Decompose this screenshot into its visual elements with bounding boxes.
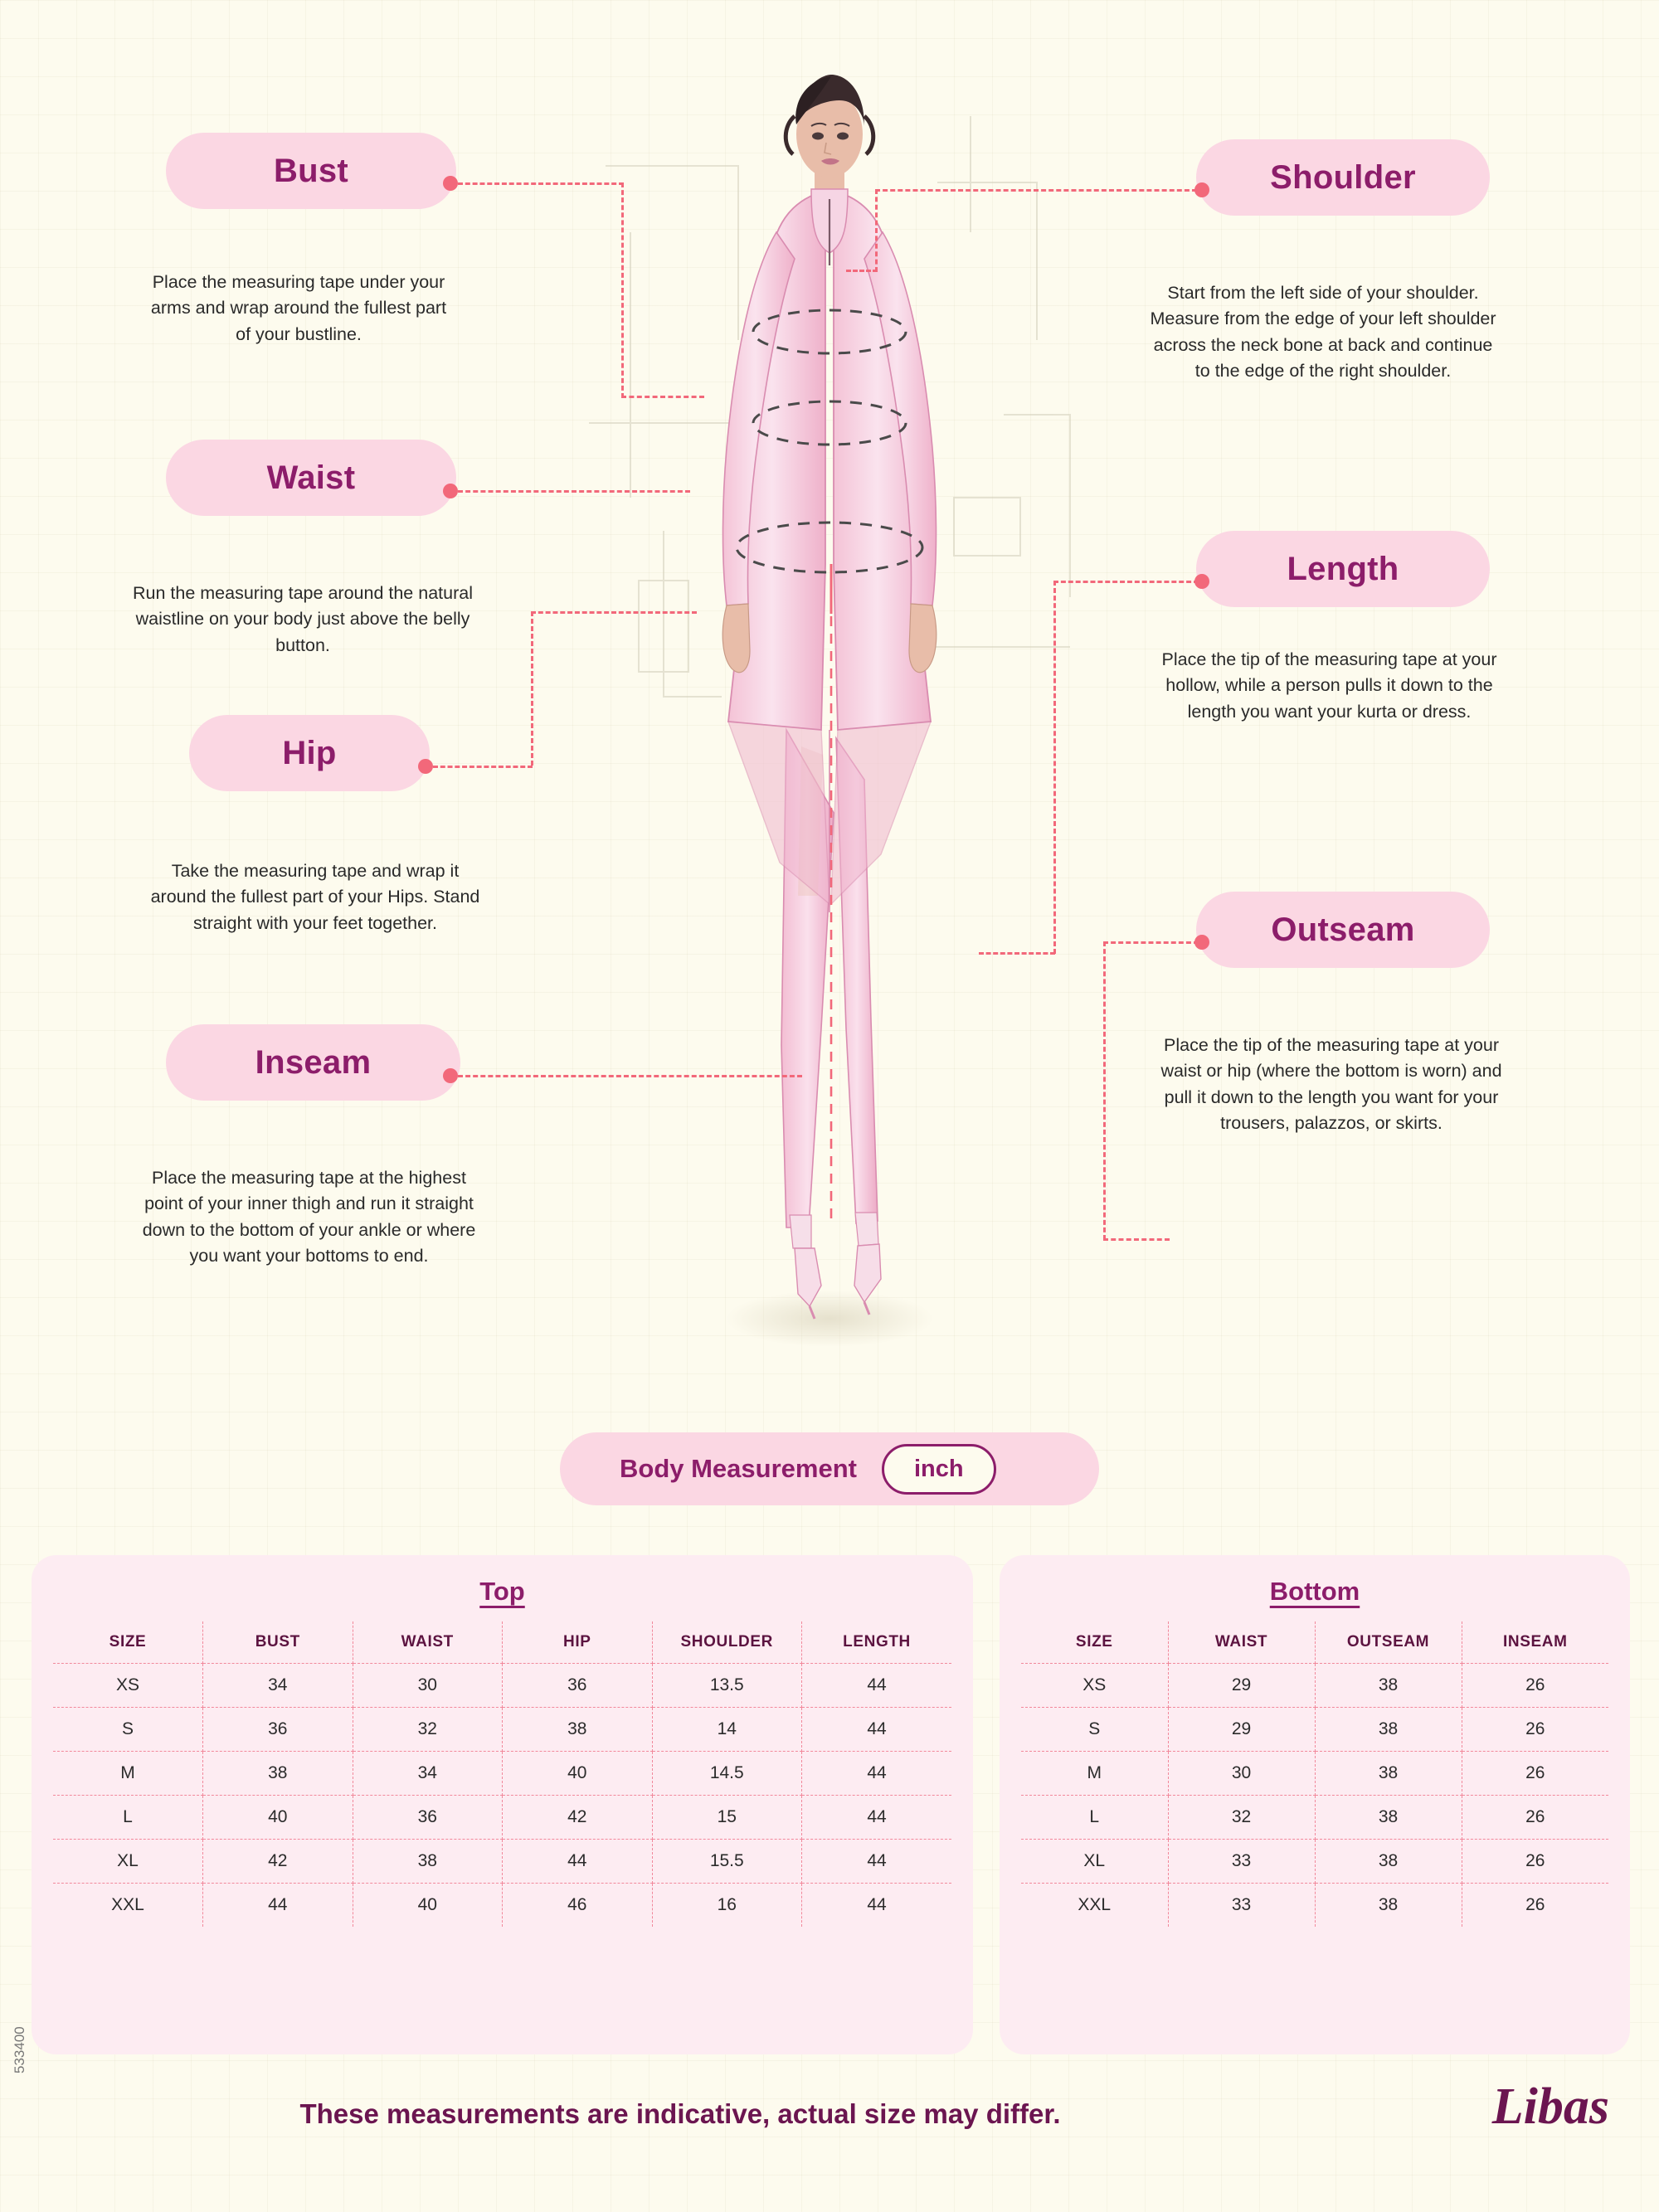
cell-bust: 36 [203,1708,353,1752]
size-table-bottom-title: Bottom [1269,1577,1360,1606]
cell-length: 44 [802,1796,952,1840]
cell-shoulder: 15 [652,1796,802,1840]
cell-inseam: 26 [1462,1884,1608,1928]
connector-line-hip-v [531,611,533,766]
connector-dot-inseam [443,1068,458,1083]
cell-size: XS [1021,1664,1168,1708]
cell-shoulder: 14 [652,1708,802,1752]
pill-length [1196,531,1490,607]
cell-hip: 42 [503,1796,653,1840]
pill-bust [166,133,456,209]
th-waist: WAIST [353,1621,503,1664]
cell-waist: 32 [1168,1796,1315,1840]
cell-hip: 38 [503,1708,653,1752]
table-header-row [1021,1621,1608,1664]
cell-inseam: 26 [1462,1796,1608,1840]
cell-length: 44 [802,1752,952,1796]
cell-bust: 34 [203,1664,353,1708]
connector-dot-waist [443,484,458,498]
connector-line-bust [458,182,624,185]
cell-waist: 30 [1168,1752,1315,1796]
pill-length-label: Length [1287,550,1399,587]
cell-bust: 38 [203,1752,353,1796]
connector-line-length-h2 [979,952,1055,955]
th-size: SIZE [1021,1621,1168,1664]
cell-length: 44 [802,1840,952,1884]
cell-outseam: 38 [1315,1884,1462,1928]
fashion-figure-illustration [572,66,1087,1393]
cell-outseam: 38 [1315,1752,1462,1796]
table-row [1021,1884,1608,1928]
pill-shoulder-label: Shoulder [1270,158,1416,196]
disclaimer-note: These measurements are indicative, actual size may differ. [299,2098,1061,2129]
cell-bust: 40 [203,1796,353,1840]
cell-waist: 40 [353,1884,503,1928]
connector-line-shoulder [875,189,1197,192]
cell-size: XXL [1021,1884,1168,1928]
pill-bust-label: Bust [273,152,349,189]
size-table-top-title: Top [479,1577,525,1606]
pill-waist-label: Waist [266,459,356,496]
connector-line-outseam-v [1103,941,1106,1240]
size-table-top [53,1621,951,1927]
th-size: SIZE [53,1621,203,1664]
th-length: LENGTH [802,1621,952,1664]
th-inseam: INSEAM [1462,1621,1608,1664]
description-shoulder: Start from the left side of your shoulder. Measure from the edge of your left shoulder across the neck bone at back and continue to the edge of the right shoulder. [1150,283,1496,382]
cell-size: XS [53,1664,203,1708]
th-bust: BUST [203,1621,353,1664]
cell-size: XL [53,1840,203,1884]
table-row [53,1708,951,1752]
cell-shoulder: 14.5 [652,1752,802,1796]
cell-size: M [1021,1752,1168,1796]
cell-size: M [53,1752,203,1796]
cell-hip: 36 [503,1664,653,1708]
cell-waist: 38 [353,1840,503,1884]
cell-outseam: 38 [1315,1664,1462,1708]
pill-outseam-label: Outseam [1271,911,1415,948]
description-outseam: Place the tip of the measuring tape at your waist or hip (where the bottom is worn) and pull it down to the length you want for your trousers, palazzos, or skirts. [1160,1035,1502,1134]
cell-inseam: 26 [1462,1840,1608,1884]
cell-hip: 44 [503,1840,653,1884]
connector-line-bust-v [621,182,624,398]
pill-inseam [166,1024,460,1101]
table-row [1021,1796,1608,1840]
pill-shoulder [1196,139,1490,216]
pill-outseam [1196,892,1490,968]
connector-line-shoulder-v [875,189,878,272]
connector-line-outseam [1103,941,1199,944]
cell-shoulder: 15.5 [652,1840,802,1884]
cell-waist: 32 [353,1708,503,1752]
size-table-top-card [32,1555,973,2054]
connector-line-shoulder-h2 [846,270,878,272]
cell-size: S [53,1708,203,1752]
pill-inseam-label: Inseam [255,1043,372,1081]
cell-size: XXL [53,1884,203,1928]
connector-line-hip [433,766,533,768]
th-waist: WAIST [1168,1621,1315,1664]
side-code: 533400 [12,2026,27,2073]
cell-inseam: 26 [1462,1708,1608,1752]
cell-length: 44 [802,1664,952,1708]
cell-waist: 34 [353,1752,503,1796]
cell-outseam: 38 [1315,1840,1462,1884]
connector-line-length [1053,581,1199,583]
table-row [53,1884,951,1928]
cell-waist: 29 [1168,1664,1315,1708]
table-row [53,1664,951,1708]
cell-waist: 33 [1168,1840,1315,1884]
cell-shoulder: 16 [652,1884,802,1928]
connector-line-inseam [458,1075,802,1077]
cell-length: 44 [802,1884,952,1928]
connector-line-waist [458,490,690,493]
cell-hip: 40 [503,1752,653,1796]
connector-line-bust-h2 [621,396,704,398]
connector-line-length-v [1053,581,1056,954]
connector-dot-bust [443,176,458,191]
cell-size: S [1021,1708,1168,1752]
cell-inseam: 26 [1462,1752,1608,1796]
cell-waist: 36 [353,1796,503,1840]
table-row [1021,1664,1608,1708]
cell-size: XL [1021,1840,1168,1884]
table-row [1021,1708,1608,1752]
table-row [1021,1752,1608,1796]
size-table-bottom [1021,1621,1608,1927]
cell-waist: 33 [1168,1884,1315,1928]
th-hip: HIP [503,1621,653,1664]
cell-outseam: 38 [1315,1796,1462,1840]
th-outseam: OUTSEAM [1315,1621,1462,1664]
pill-hip-label: Hip [282,734,337,771]
cell-waist: 30 [353,1664,503,1708]
pill-waist [166,440,456,516]
cell-inseam: 26 [1462,1664,1608,1708]
size-table-bottom-card [1000,1555,1630,2054]
connector-line-hip-h2 [531,611,697,614]
cell-bust: 44 [203,1884,353,1928]
connector-dot-hip [418,759,433,774]
cell-hip: 46 [503,1884,653,1928]
brand-logo: Libas [1491,2078,1609,2135]
th-shoulder: SHOULDER [652,1621,802,1664]
description-waist: Run the measuring tape around the natural waistline on your body just above the belly button. [133,583,473,655]
table-row [53,1840,951,1884]
description-hip: Take the measuring tape and wrap it around the fullest part of your Hips. Stand straight with your feet together. [150,861,480,933]
table-header-row [53,1621,951,1664]
description-inseam: Place the measuring tape at the highest point of your inner thigh and run it straight down to the bottom of your ankle or where you want your bottoms to end. [142,1168,476,1266]
connector-line-outseam-h2 [1103,1238,1170,1241]
banner-title: Body Measurement [620,1454,857,1483]
cell-waist: 29 [1168,1708,1315,1752]
cell-outseam: 38 [1315,1708,1462,1752]
cell-shoulder: 13.5 [652,1664,802,1708]
table-row [53,1796,951,1840]
table-row [53,1752,951,1796]
body-measurement-banner [560,1432,1099,1505]
description-bust: Place the measuring tape under your arms and wrap around the fullest part of your bustline. [150,272,447,344]
description-length: Place the tip of the measuring tape at your hollow, while a person pulls it down to the length you want your kurta or dress. [1161,649,1497,722]
table-row [1021,1840,1608,1884]
cell-bust: 42 [203,1840,353,1884]
pill-hip [189,715,430,791]
cell-length: 44 [802,1708,952,1752]
cell-size: L [53,1796,203,1840]
cell-size: L [1021,1796,1168,1840]
unit-toggle-inch[interactable]: inch [882,1444,996,1495]
